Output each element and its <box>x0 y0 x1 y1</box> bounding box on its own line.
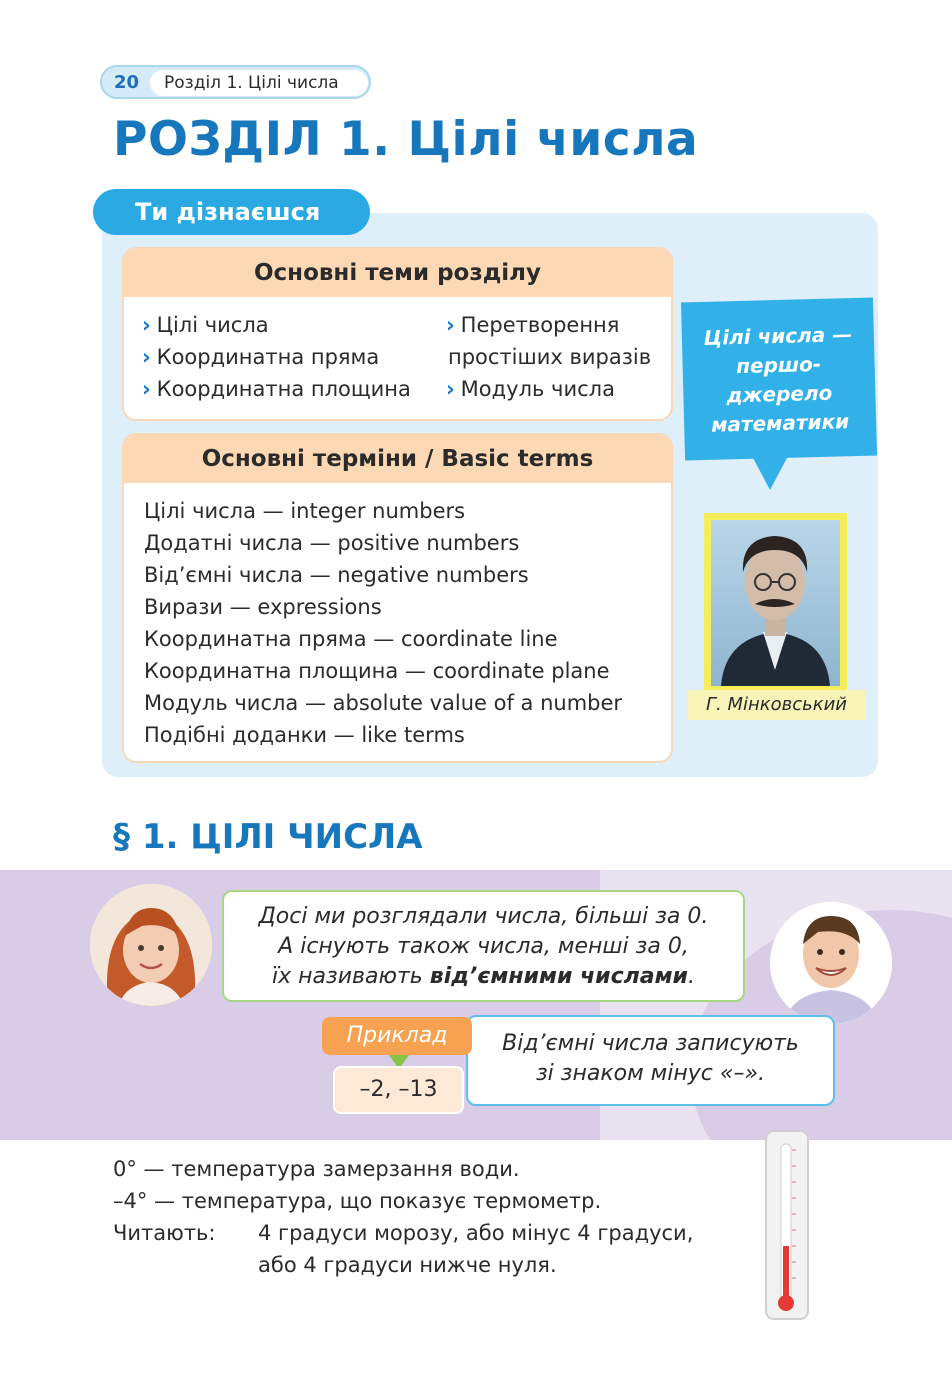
chevron-right-icon: › <box>446 377 455 401</box>
term-item: Додатні числа — positive numbers <box>144 531 520 555</box>
topics-title: Основні теми розділу <box>124 249 671 297</box>
term-item: Вирази — expressions <box>144 595 382 619</box>
topic-item-continuation: простіших виразів <box>448 345 652 369</box>
portrait-caption: Г. Мінковський <box>688 690 865 720</box>
body-line: 0° — температура замерзання води. <box>113 1157 520 1181</box>
boy-illustration <box>770 902 892 1024</box>
page-header-tab <box>100 65 371 99</box>
chevron-right-icon: › <box>142 377 151 401</box>
terms-box <box>122 433 673 763</box>
chevron-right-icon: › <box>446 313 455 337</box>
girl-speech-bubble: Досі ми розглядали числа, більші за 0. А існують також числа, менші за 0, їх називають від’ємними числами. <box>222 890 745 1002</box>
chevron-right-icon: › <box>142 313 151 337</box>
chapter-title: РОЗДІЛ 1. Цілі числа <box>113 112 699 167</box>
topic-item: › Координатна пряма <box>142 345 380 369</box>
topics-box <box>122 247 673 421</box>
portrait-frame <box>704 513 847 693</box>
chevron-right-icon: › <box>142 345 151 369</box>
term-item: Від’ємні числа — negative numbers <box>144 563 529 587</box>
boy-avatar <box>770 902 892 1024</box>
running-section-title: Розділ 1. Цілі числа <box>150 70 368 96</box>
term-item: Координатна площина — coordinate plane <box>144 659 610 683</box>
term-item: Модуль числа — absolute value of a number <box>144 691 623 715</box>
topic-item: › Модуль числа <box>446 377 615 401</box>
page-number: 20 <box>114 72 140 93</box>
body-line: 4 градуси морозу, або мінус 4 градуси, <box>258 1221 694 1245</box>
boy-speech-bubble: Від’ємні числа записують зі знаком мінус «–». <box>466 1015 835 1106</box>
thermometer-icon <box>765 1130 809 1320</box>
term-highlight: від’ємними числами <box>429 964 688 989</box>
read-label: Читають: <box>113 1221 216 1245</box>
portrait-illustration <box>711 520 840 686</box>
terms-title: Основні терміни / Basic terms <box>124 435 671 483</box>
example-value: –2, –13 <box>333 1066 464 1114</box>
example-label: Приклад <box>322 1017 472 1055</box>
topic-item: › Цілі числа <box>142 313 269 337</box>
callout-tail <box>752 456 788 490</box>
term-item: Координатна пряма — coordinate line <box>144 627 558 651</box>
topic-item: › Координатна площина <box>142 377 411 401</box>
term-item: Подібні доданки — like terms <box>144 723 465 747</box>
topic-item: › Перетворення <box>446 313 620 337</box>
quote-callout: Цілі числа — першо- джерело математики <box>681 298 877 461</box>
section-title: § 1. ЦІЛІ ЧИСЛА <box>113 817 423 857</box>
learn-label: Ти дізнаєшся <box>93 189 370 235</box>
body-line: або 4 градуси нижче нуля. <box>258 1253 557 1277</box>
term-item: Цілі числа — integer numbers <box>144 499 466 523</box>
terms-list <box>124 483 671 751</box>
body-line: –4° — температура, що показує термометр. <box>113 1189 602 1213</box>
portrait-photo <box>711 520 840 686</box>
girl-avatar <box>90 884 212 1006</box>
girl-illustration <box>90 884 212 1006</box>
